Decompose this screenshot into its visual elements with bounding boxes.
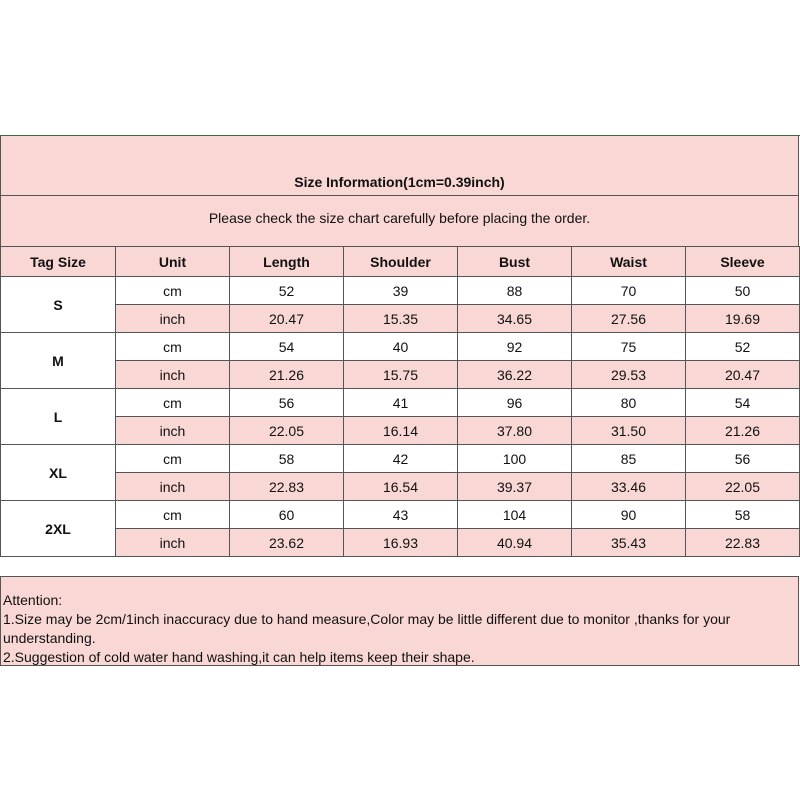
table-row (1, 333, 800, 361)
measurement-cell: 22.05 (686, 473, 800, 501)
measurement-cell: 20.47 (686, 361, 800, 389)
measurement-cell: 100 (458, 445, 572, 473)
size-chart-sheet (0, 135, 800, 666)
measurement-cell: 58 (686, 501, 800, 529)
measurement-cell: 15.75 (344, 361, 458, 389)
header-tag-size: Tag Size (1, 247, 116, 277)
unit-cell: inch (116, 529, 230, 557)
notice-text: Please check the size chart carefully before placing the order. (208, 210, 591, 226)
measurement-cell: 70 (572, 277, 686, 305)
header-unit: Unit (116, 247, 230, 277)
measurement-cell: 58 (230, 445, 344, 473)
measurement-cell: 34.65 (458, 305, 572, 333)
table-row (1, 417, 800, 445)
measurement-cell: 90 (572, 501, 686, 529)
size-table (0, 246, 800, 557)
measurement-cell: 20.47 (230, 305, 344, 333)
measurement-cell: 31.50 (572, 417, 686, 445)
measurement-cell: 22.83 (686, 529, 800, 557)
measurement-cell: 29.53 (572, 361, 686, 389)
measurement-cell: 52 (686, 333, 800, 361)
header-bust: Bust (458, 247, 572, 277)
attention-line-2: 2.Suggestion of cold water hand washing,it can help items keep their shape. (3, 649, 475, 665)
title-banner (0, 136, 799, 196)
measurement-cell: 37.80 (458, 417, 572, 445)
tag-size-cell: S (1, 277, 116, 333)
unit-cell: cm (116, 445, 230, 473)
table-row (1, 389, 800, 417)
size-info-title: Size Information(1cm=0.39inch) (294, 174, 505, 190)
table-row (1, 361, 800, 389)
measurement-cell: 104 (458, 501, 572, 529)
table-header-row (1, 247, 800, 277)
header-length: Length (230, 247, 344, 277)
table-row (1, 501, 800, 529)
measurement-cell: 16.54 (344, 473, 458, 501)
unit-cell: cm (116, 389, 230, 417)
measurement-cell: 39 (344, 277, 458, 305)
measurement-cell: 60 (230, 501, 344, 529)
measurement-cell: 40.94 (458, 529, 572, 557)
measurement-cell: 80 (572, 389, 686, 417)
measurement-cell: 21.26 (230, 361, 344, 389)
measurement-cell: 22.05 (230, 417, 344, 445)
table-body (1, 277, 800, 557)
measurement-cell: 35.43 (572, 529, 686, 557)
notice-banner (0, 196, 799, 246)
measurement-cell: 96 (458, 389, 572, 417)
measurement-cell: 16.93 (344, 529, 458, 557)
table-row (1, 473, 800, 501)
tag-size-cell: M (1, 333, 116, 389)
measurement-cell: 21.26 (686, 417, 800, 445)
measurement-cell: 54 (230, 333, 344, 361)
attention-heading: Attention: (3, 592, 63, 608)
measurement-cell: 43 (344, 501, 458, 529)
measurement-cell: 33.46 (572, 473, 686, 501)
table-row (1, 305, 800, 333)
measurement-cell: 56 (230, 389, 344, 417)
attention-box (0, 576, 799, 665)
header-shoulder: Shoulder (344, 247, 458, 277)
measurement-cell: 40 (344, 333, 458, 361)
tag-size-cell: XL (1, 445, 116, 501)
measurement-cell: 52 (230, 277, 344, 305)
measurement-cell: 39.37 (458, 473, 572, 501)
measurement-cell: 75 (572, 333, 686, 361)
header-waist: Waist (572, 247, 686, 277)
unit-cell: inch (116, 473, 230, 501)
unit-cell: inch (116, 361, 230, 389)
measurement-cell: 15.35 (344, 305, 458, 333)
measurement-cell: 42 (344, 445, 458, 473)
unit-cell: cm (116, 501, 230, 529)
measurement-cell: 88 (458, 277, 572, 305)
unit-cell: inch (116, 417, 230, 445)
measurement-cell: 23.62 (230, 529, 344, 557)
tag-size-cell: 2XL (1, 501, 116, 557)
unit-cell: cm (116, 333, 230, 361)
table-row (1, 277, 800, 305)
header-sleeve: Sleeve (686, 247, 800, 277)
unit-cell: cm (116, 277, 230, 305)
measurement-cell: 56 (686, 445, 800, 473)
measurement-cell: 85 (572, 445, 686, 473)
measurement-cell: 92 (458, 333, 572, 361)
measurement-cell: 50 (686, 277, 800, 305)
table-row (1, 445, 800, 473)
tag-size-cell: L (1, 389, 116, 445)
table-row (1, 529, 800, 557)
measurement-cell: 16.14 (344, 417, 458, 445)
measurement-cell: 27.56 (572, 305, 686, 333)
unit-cell: inch (116, 305, 230, 333)
measurement-cell: 19.69 (686, 305, 800, 333)
measurement-cell: 36.22 (458, 361, 572, 389)
attention-line-1: 1.Size may be 2cm/1inch inaccuracy due to hand measure,Color may be little different due to monitor ,thanks for your understanding. (3, 611, 731, 646)
measurement-cell: 22.83 (230, 473, 344, 501)
measurement-cell: 54 (686, 389, 800, 417)
measurement-cell: 41 (344, 389, 458, 417)
